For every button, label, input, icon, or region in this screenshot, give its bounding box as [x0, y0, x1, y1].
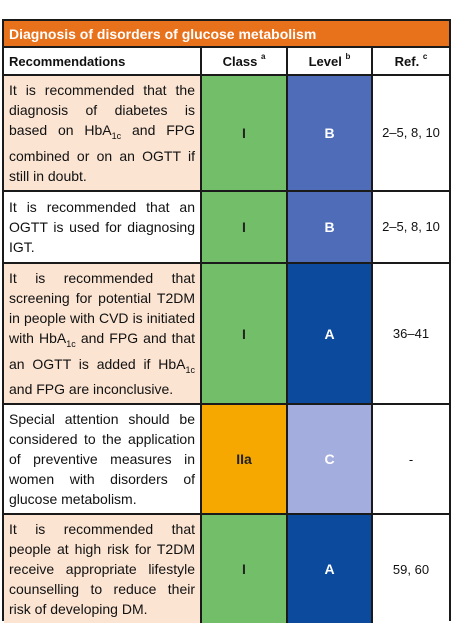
- header-ref-footnote: c: [422, 51, 428, 61]
- table-row: [4, 75, 449, 191]
- level-cell: C: [287, 404, 372, 514]
- class-cell: I: [201, 75, 287, 191]
- header-recommendations: [4, 48, 201, 75]
- header-row: [4, 48, 449, 75]
- recommendation-text: Special attention should be considered to the application of preventive measures in women with disorders of glucose metabolism.: [4, 404, 201, 514]
- class-cell: IIa: [201, 404, 287, 514]
- header-class-footnote: a: [260, 51, 266, 61]
- level-cell: B: [287, 75, 372, 191]
- recommendation-text-part: It is recommended that the diagnosis of diabetes is based on HbA: [9, 82, 195, 138]
- recommendation-subscript: 1c: [111, 130, 122, 141]
- header-level-label: Level: [308, 53, 342, 69]
- class-cell: I: [201, 191, 287, 263]
- level-cell: A: [287, 514, 372, 623]
- level-cell: B: [287, 191, 372, 263]
- table-row: [4, 263, 449, 405]
- recommendation-text: [4, 75, 201, 191]
- ref-cell: 59, 60: [372, 514, 449, 623]
- header-recommendations-label: Recommendations: [9, 53, 126, 69]
- recommendation-subscript: 1c: [66, 338, 76, 349]
- header-ref: [372, 48, 449, 75]
- ref-cell: 2–5, 8, 10: [372, 75, 449, 191]
- ref-cell: -: [372, 404, 449, 514]
- recommendation-text-part: It is recommended that screening for potential T2DM in people with CVD is initiated with HbA: [9, 269, 195, 346]
- recommendation-subscript: 1c: [185, 364, 195, 375]
- recommendation-table: [2, 19, 451, 621]
- table-title: Diagnosis of disorders of glucose metabolism: [4, 21, 449, 48]
- header-class-label: Class: [222, 53, 258, 69]
- recommendation-text-part: and FPG are inconclusive.: [9, 381, 174, 398]
- ref-cell: 36–41: [372, 263, 449, 405]
- table-row: [4, 514, 449, 623]
- recommendation-text: [4, 263, 201, 405]
- class-cell: I: [201, 514, 287, 623]
- table-row: [4, 191, 449, 263]
- header-class: [201, 48, 287, 75]
- header-level-footnote: b: [345, 51, 351, 61]
- ref-cell: 2–5, 8, 10: [372, 191, 449, 263]
- recommendation-text: It is recommended that an OGTT is used for diagnosing IGT.: [4, 191, 201, 263]
- header-ref-label: Ref.: [394, 53, 420, 69]
- recommendation-text: It is recommended that people at high risk for T2DM receive appropriate lifestyle counselling to reduce their risk of developing DM.: [4, 514, 201, 623]
- header-level: [287, 48, 372, 75]
- recommendation-text-part: and FPG and that an OGTT is added if HbA: [9, 329, 195, 372]
- table-row: [4, 404, 449, 514]
- class-cell: I: [201, 263, 287, 405]
- recommendation-grid: [4, 48, 449, 623]
- level-cell: A: [287, 263, 372, 405]
- recommendation-text-part: and FPG combined or on an OGTT if still in doubt.: [9, 122, 196, 184]
